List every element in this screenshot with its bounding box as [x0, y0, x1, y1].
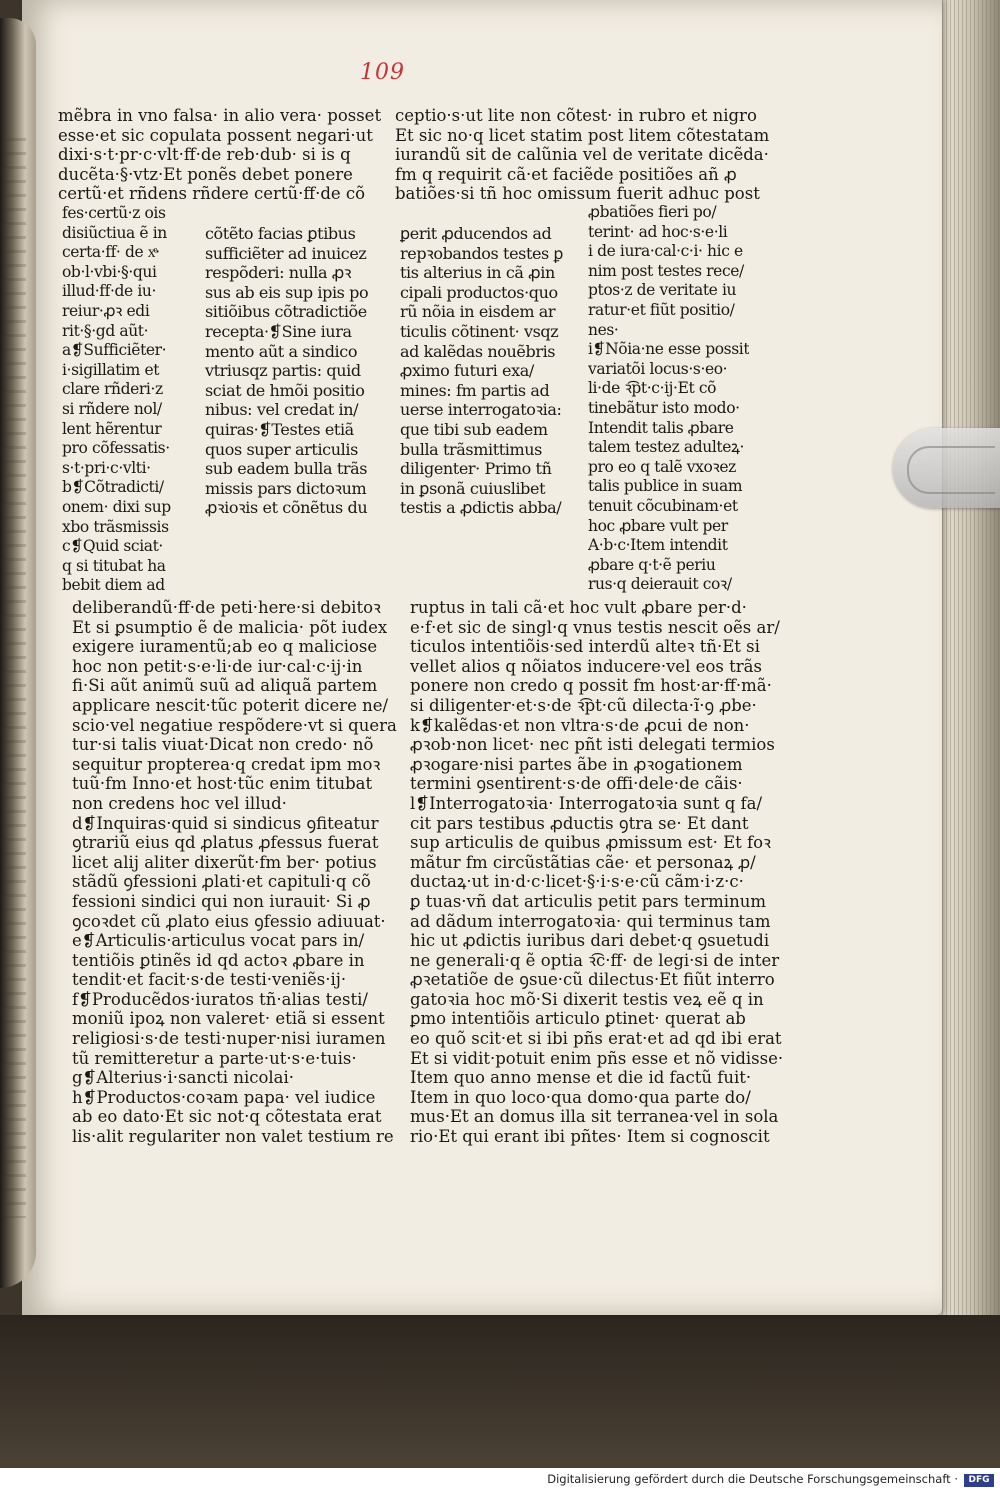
text-line: diligenter· Primo tñ: [400, 459, 552, 479]
text-line: ponere non credo q possit fm host·ar·ff·mã·: [410, 676, 772, 696]
text-line: iurandũ sit de calũnia vel de veritate dicẽda·: [395, 145, 769, 165]
left-column-narrow: [62, 204, 171, 596]
left-column-bottom: [72, 598, 397, 1147]
text-line: reiur·ꝓꝛ edi: [62, 301, 150, 320]
text-line: cõtẽto facias ꝑtibus: [205, 224, 356, 243]
text-line: Item in quo loco·qua domo·qua parte do/: [410, 1087, 751, 1107]
text-line: ꝯtrariũ eius qd ꝓlatus ꝓfessus fuerat: [72, 833, 379, 853]
text-line: esse·et sic copulata possent negari·ut: [58, 125, 373, 145]
text-line: ꝑerit ꝓducendos ad: [400, 224, 552, 243]
text-line: ꝑ tuas·vñ dat articulis petit pars terminum: [410, 891, 766, 911]
text-line: ductaꝝ·ut in·d·c·licet·§·i·s·e·cũ cãm·i·z·c·: [410, 872, 744, 892]
page-clip: [893, 428, 1000, 508]
text-line: bebit diem ad: [62, 576, 165, 595]
text-line: testis a ꝓdictis abba/: [400, 498, 562, 518]
text-line: tendit·et facit·s·de testi·veniẽs·ij·: [72, 970, 347, 990]
text-line: quos super articulis: [205, 439, 358, 459]
text-line: illud·ff·de iu·: [62, 282, 156, 301]
text-line: ratur·et fiũt positio/: [588, 300, 735, 319]
text-line: recepta·❡Sine iura: [205, 321, 352, 341]
text-line: uerse interrogatoꝛia:: [400, 400, 562, 420]
text-line: pro eo q talẽ vxoꝛez: [588, 457, 736, 476]
text-line: nibus: vel credat in/: [205, 400, 359, 420]
text-line: tuũ·fm Inno·et host·tũc enim titubat: [72, 774, 373, 794]
text-line: exigere iuramentũ;ab eo q maliciose: [72, 637, 378, 657]
text-line: repꝛobandos testes ꝑ: [400, 243, 563, 263]
text-line: ob·l·vbi·§·qui: [62, 262, 157, 281]
text-line: rus·q deierauit coꝛ/: [588, 575, 732, 594]
text-line: mento aũt a sindico: [205, 341, 358, 361]
text-line: ad dãdum interrogatoꝛia· qui terminus tam: [410, 911, 771, 931]
text-line: sus ab eis sup ipis po: [205, 282, 369, 302]
folio-number: 109: [360, 60, 405, 85]
text-line: bulla trãsmittimus: [400, 439, 542, 459]
text-line: tinebãtur isto modo·: [588, 398, 740, 417]
text-line: disiũctiua ẽ in: [62, 223, 167, 242]
text-line: sciat de hmõi positio: [205, 380, 365, 400]
text-line: in ꝑsonã cuiuslibet: [400, 478, 546, 498]
text-line: q si titubat ha: [62, 556, 166, 575]
text-line: d❡Inquiras·quid si sindicus ꝯfiteatur: [72, 813, 379, 833]
text-line: Item quo anno mense et die id factũ fuit·: [410, 1068, 752, 1088]
text-line: scio·vel negatiue respõdere·vt si quera: [72, 715, 397, 735]
text-line: dixi·s·t·pr·c·vlt·ff·de reb·dub· si is q: [58, 145, 351, 165]
text-line: ꝓꝛob·non licet· nec pñt isti delegati termios: [410, 735, 775, 755]
text-line: pro cõfessatis·: [62, 439, 170, 458]
text-line: mẽbra in vno falsa· in alio vera· posset: [58, 106, 382, 125]
text-line: certũ·et rñdens rñdere certũ·ff·de cõ: [58, 184, 366, 204]
text-line: ticulis cõtinent· vsqz: [400, 321, 559, 341]
text-line: sub eadem bulla trãs: [205, 459, 368, 479]
text-line: ne generali·q ẽ optia ꝛ͡c·ff· de legi·si de inter: [410, 950, 780, 970]
text-line: respõderi: nulla ꝓꝛ: [205, 263, 351, 283]
text-line: lis·alit regulariter non valet testium re: [72, 1127, 394, 1147]
text-line: ꝓbare q·t·ẽ periu: [588, 555, 716, 574]
text-line: l❡Interrogatoꝛia· Interrogatoꝛia sunt q fa/: [410, 793, 763, 813]
text-line: vellet alios q nõiatos inducere·vel eos trãs: [410, 656, 762, 676]
text-line: b❡Cõtradicti/: [62, 478, 164, 497]
text-line: ruptus in tali cã·et hoc vult ꝓbare per·d·: [410, 598, 747, 617]
facing-page-curl: [0, 18, 36, 1288]
text-line: tũ remitteretur a parte·ut·s·e·tuis·: [72, 1048, 357, 1068]
text-line: f❡Producẽdos·iuratos tñ·alias testi/: [72, 989, 368, 1009]
text-line: tentiõis ꝑtinẽs id qd actoꝛ ꝓbare in: [72, 950, 365, 970]
text-line: termini ꝯsentirent·s·de offi·dele·de cãis·: [410, 774, 743, 794]
text-line: stãdũ ꝯfessioni ꝓlati·et capituli·q cõ: [72, 872, 371, 892]
right-column-middle: [400, 224, 563, 518]
text-line: non credens hoc vel illud·: [72, 793, 287, 813]
text-line: e·f·et sic de singl·q vnus testis nescit oẽs ar/: [410, 617, 780, 637]
facing-page-text-ghost: [4, 138, 26, 1218]
text-line: fes·certũ·z ois: [62, 204, 166, 222]
text-line: onem· dixi sup: [62, 497, 171, 516]
text-line: deliberandũ·ff·de peti·here·si debitoꝛ: [72, 598, 381, 617]
text-line: a❡Sufficiẽter·: [62, 341, 167, 360]
text-line: applicare nescit·tũc poterit dicere ne/: [72, 695, 389, 715]
text-line: mus·Et an domus illa sit terranea·vel in sola: [410, 1107, 779, 1127]
text-line: ptos·z de veritate iu: [588, 281, 737, 300]
text-line: k❡kalẽdas·et non vltra·s·de ꝓcui de non·: [410, 715, 750, 735]
text-line: eo quõ scit·et si ibi pñs erat·et ad qd ibi erat: [410, 1029, 782, 1049]
text-line: xbo trãsmissis: [62, 517, 169, 536]
text-line: ꝑmo intentiõis articulo ꝑtinet· querat ab: [410, 1009, 746, 1029]
text-line: missis pars dictoꝛum: [205, 478, 367, 498]
middle-column: [205, 224, 368, 518]
text-line: i❡Nõia·ne esse possit: [588, 340, 750, 359]
text-line: hoc non petit·s·e·li·de iur·cal·c·ij·in: [72, 656, 363, 676]
text-line: cipali productos·quo: [400, 282, 558, 302]
text-line: fessioni sindici qui non iurauit· Si ꝓ: [72, 891, 371, 911]
text-line: sitiõibus cõtradictiõe: [205, 302, 367, 322]
text-line: s·t·pri·c·vlti·: [62, 458, 151, 477]
text-line: fi·Si aũt animũ suũ ad aliquã partem: [72, 676, 378, 696]
text-line: ꝓꝛioꝛis et cõnẽtus du: [205, 498, 368, 518]
text-line: gatoꝛia hoc mõ·Si dixerit testis veꝝ eẽ q in: [410, 989, 764, 1009]
text-line: nim post testes rece/: [588, 261, 744, 280]
text-line: ad kalẽdas nouẽbris: [400, 341, 556, 361]
text-line: si diligenter·et·s·de ꝛ͡pt·cũ dilecta·ĩ·ꝯ ꝓbe·: [410, 695, 757, 715]
text-line: ab eo dato·Et sic not·q cõtestata erat: [72, 1107, 382, 1127]
text-line: tenuit cõcubinam·et: [588, 496, 738, 515]
footer-bar: [0, 1468, 1000, 1493]
text-line: certa·ff· de xͤ·: [62, 243, 160, 262]
text-line: Et si vidit·potuit enim pñs esse et nõ vidisse·: [410, 1048, 784, 1068]
right-column-top: [395, 106, 769, 204]
text-line: sequitur propterea·q credat ipm moꝛ: [72, 754, 381, 774]
text-line: hic ut ꝓdictis iuribus dari debet·q ꝯsuetudi: [410, 931, 770, 951]
text-line: ꝓꝛogare·nisi partes ãbe in ꝓꝛogationem: [410, 754, 743, 774]
text-line: talem testez adulteꝝ·: [588, 438, 745, 457]
text-line: Et si ꝑsumptio ẽ de malicia· põt iudex: [72, 617, 388, 637]
text-line: rio·Et qui erant ibi pñtes· Item si cognoscit: [410, 1127, 770, 1147]
text-line: Et sic no·q licet statim post litem cõtestatam: [395, 125, 770, 145]
text-line: talis publice in suam: [588, 477, 743, 496]
text-line: si rñdere nol/: [62, 399, 162, 418]
text-line: Intendit talis ꝓbare: [588, 418, 734, 437]
text-line: quiras·❡Testes etiã: [205, 419, 354, 439]
text-line: ticulos intentiõis·sed interdũ alteꝛ tñ·Et si: [410, 637, 760, 657]
text-line: ceptio·s·ut lite non cõtest· in rubro et nigro: [395, 106, 757, 125]
text-line: A·b·c·Item intendit: [588, 536, 728, 555]
text-line: hoc ꝓbare vult per: [588, 516, 728, 535]
text-line: ꝓximo futuri exa/: [400, 361, 534, 381]
text-line: tis alterius in cã ꝓin: [400, 263, 555, 283]
text-line: sup articulis de quibus ꝓmissum est· Et foꝛ: [410, 833, 771, 853]
text-line: li·de ꝛ͡pt·c·ij·Et cõ: [588, 379, 717, 398]
text-line: sufficiẽter ad inuicez: [205, 243, 367, 263]
text-line: fm q requirit cã·et faciẽde positiões añ ꝓ: [395, 164, 737, 184]
text-line: mines: fm partis ad: [400, 380, 550, 400]
text-line: vtriusqz partis: quid: [205, 361, 361, 381]
text-line: h❡Productos·coꝛam papa· vel iudice: [72, 1087, 376, 1107]
text-line: batiões·si tñ hoc omissum fuerit adhuc post: [395, 184, 760, 204]
text-line: ꝯcoꝛdet cũ ꝓlato eius ꝯfessio adiuuat·: [72, 911, 386, 931]
text-line: rit·§·gd aũt·: [62, 321, 149, 340]
text-line: moniũ ipoꝝ non valeret· etiã si essent: [72, 1009, 385, 1029]
text-line: licet alij aliter dixerũt·fm ber· potius: [72, 852, 377, 872]
right-column-narrow: [588, 203, 749, 595]
text-line: ducẽta·§·vtz·Et ponẽs debet ponere: [58, 164, 353, 184]
left-column-top: [58, 106, 381, 204]
text-line: mãtur fm circũstãtias cãe· et personaꝝ ꝓ/: [410, 852, 756, 872]
text-line: tur·si talis viuat·Dicat non credo· nõ: [72, 735, 374, 755]
text-line: lent hẽrentur: [62, 419, 162, 438]
text-line: que tibi sub eadem: [400, 419, 548, 439]
text-line: variatõi locus·s·eo·: [588, 359, 728, 378]
text-line: religiosi·s·de testi·nuper·nisi iuramen: [72, 1029, 386, 1049]
text-line: rũ nõia in eisdem ar: [400, 302, 556, 322]
text-line: i de iura·cal·c·i· hic e: [588, 242, 743, 261]
text-line: terint· ad hoc·s·e·li: [588, 222, 728, 241]
text-line: ꝓꝛetatiõe de ꝯsue·cũ dilectus·Et fiũt interro: [410, 970, 775, 990]
text-line: ꝓbatiões fieri po/: [588, 203, 717, 221]
text-line: cit pars testibus ꝓductis ꝯtra se· Et dant: [410, 813, 749, 833]
text-line: clare rñderi·z: [62, 380, 163, 399]
table-surface: [0, 1315, 1000, 1468]
text-line: i·sigillatim et: [62, 360, 160, 379]
footer-credit: Digitalisierung gefördert durch die Deutsche Forschungsgemeinschaft ·: [547, 1472, 958, 1486]
right-column-bottom: [410, 598, 783, 1147]
text-line: g❡Alterius·i·sancti nicolai·: [72, 1068, 295, 1088]
text-line: c❡Quid sciat·: [62, 537, 163, 556]
dfg-logo: DFG: [964, 1474, 994, 1487]
text-line: nes·: [588, 320, 619, 339]
text-line: e❡Articulis·articulus vocat pars in/: [72, 931, 365, 951]
